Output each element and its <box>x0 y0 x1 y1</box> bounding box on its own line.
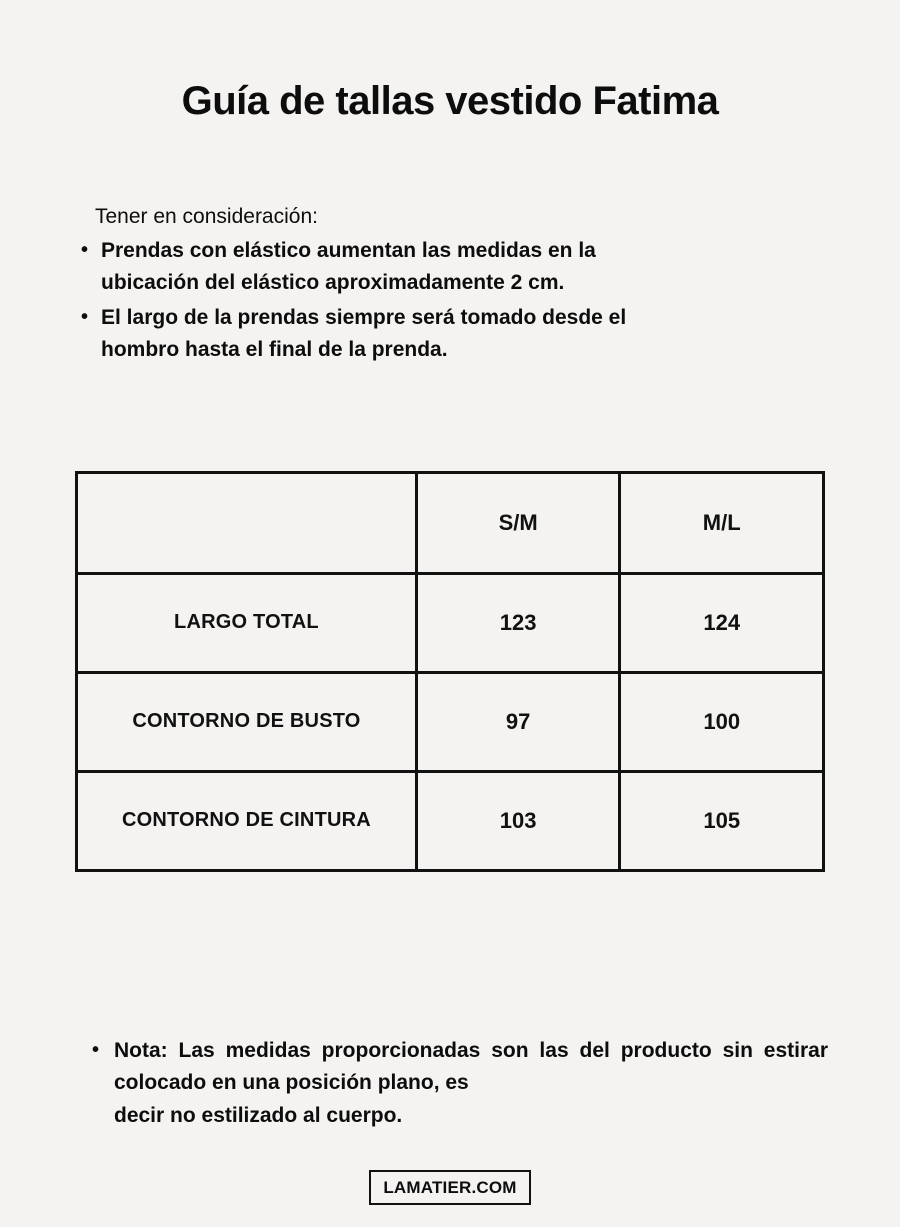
list-item <box>88 1035 828 1133</box>
cell-contorno-busto-sm: 97 <box>416 672 620 771</box>
table-header-ml: M/L <box>620 472 824 573</box>
size-table <box>75 471 825 872</box>
considerations-block <box>75 205 830 369</box>
row-label-contorno-busto: CONTORNO DE BUSTO <box>77 672 417 771</box>
list-item <box>75 235 830 300</box>
table-header-row <box>77 472 824 573</box>
table-row <box>77 573 824 672</box>
footnote-line-2: producto sin estirar colocado en una posición plano, es <box>114 1038 828 1095</box>
footnote-line-1: Las medidas proporcionadas son las del <box>178 1038 610 1062</box>
list-item <box>75 302 830 367</box>
considerations-lead: Tener en consideración: <box>95 204 318 228</box>
footnote-list <box>88 1035 828 1133</box>
consideration-2-last: hombro hasta el final de la prenda. <box>101 338 448 362</box>
brand-label: LAMATIER.COM <box>369 1170 530 1205</box>
cell-contorno-busto-ml: 100 <box>620 672 824 771</box>
table-row <box>77 672 824 771</box>
cell-contorno-cintura-sm: 103 <box>416 771 620 870</box>
size-table-wrapper <box>75 471 825 872</box>
consideration-1-last: ubicación del elástico aproximadamente 2 cm. <box>101 271 565 295</box>
size-table-head <box>77 472 824 573</box>
size-guide-page <box>0 27 900 1227</box>
consideration-2-main: El largo de la prendas siempre será tomado desde el <box>101 305 627 329</box>
size-table-body <box>77 573 824 870</box>
footnote-label: Nota: <box>114 1038 168 1062</box>
footnote-block <box>88 1035 828 1133</box>
consideration-1-main: Prendas con elástico aumentan las medidas en la <box>101 238 596 262</box>
table-header-sm: S/M <box>416 472 620 573</box>
considerations-list <box>75 235 830 367</box>
table-row <box>77 771 824 870</box>
table-header-blank <box>77 472 417 573</box>
cell-contorno-cintura-ml: 105 <box>620 771 824 870</box>
cell-largo-total-ml: 124 <box>620 573 824 672</box>
cell-largo-total-sm: 123 <box>416 573 620 672</box>
row-label-largo-total: LARGO TOTAL <box>77 573 417 672</box>
page-title: Guía de tallas vestido Fatima <box>181 78 719 123</box>
footnote-line-3: decir no estilizado al cuerpo. <box>114 1103 403 1127</box>
row-label-contorno-cintura: CONTORNO DE CINTURA <box>77 771 417 870</box>
